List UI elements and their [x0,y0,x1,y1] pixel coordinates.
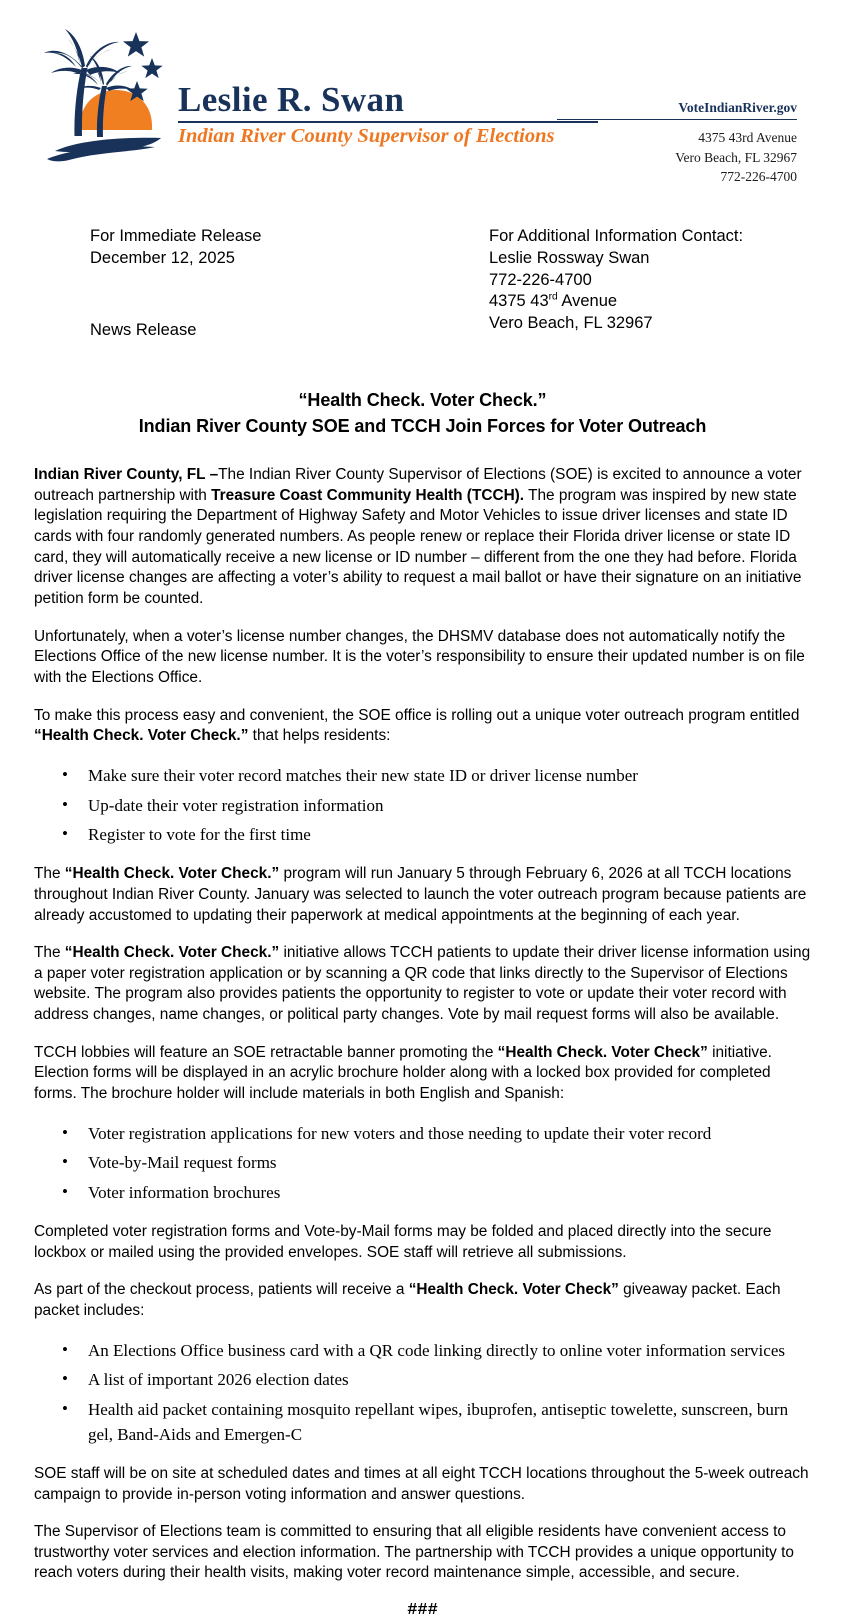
street-ordinal: rd [548,291,558,303]
closing-mark: ### [407,1601,438,1620]
list-item: • A list of important 2026 election dates [34,1368,811,1393]
program-name-1: “Health Check. Voter Check.” [34,727,249,745]
website-url[interactable]: VoteIndianRiver.gov [678,100,797,115]
release-date: December 12, 2025 [90,248,235,267]
street-suffix: Avenue [557,292,618,311]
p6-text-a: TCCH lobbies will feature an SOE retractable banner promoting the [34,1043,498,1061]
paragraph-2: Unfortunately, when a voter’s license number changes, the DHSMV database does not automatically notify the Elections Office of the new license number. It is the voter’s responsibility to ensure their updated number is on file with the Elections Office. [34,627,805,686]
additional-info-block [489,226,743,335]
list-item: • An Elections Office business card with a QR code linking directly to online voter information services [34,1339,811,1364]
p3-text-c: that helps residents: [248,727,391,745]
p3-text-a: To make this process easy and convenient, the SOE office is rolling out a unique voter outreach program entitled [34,706,800,724]
p4-text-c: program will run January 5 through February 6, 2026 at all TCCH locations throughout Indian River County. January was selected to launch the voter outreach program because patients are already accustomed to updating their paperwork at medical appointments at the beginning of each year. [34,865,807,924]
p8-text-a: As part of the checkout process, patients will receive a [34,1281,409,1299]
organization-name-block [178,82,598,148]
body-content [0,465,845,1620]
list-item: • Register to vote for the first time [34,823,811,848]
release-info-block [90,226,262,270]
p4-text-a: The [34,865,65,883]
paragraph-3 [34,706,811,747]
website-divider [557,119,797,120]
office-address-line2: Vero Beach, FL 32967 [675,149,797,165]
list-item: • Vote-by-Mail request forms [34,1151,811,1176]
headline-line-1: “Health Check. Voter Check.” [298,390,547,410]
paragraph-4 [34,864,811,926]
list-item: • Make sure their voter record matches their new state ID or driver license number [34,764,811,789]
org-tagline: Indian River County Supervisor of Elections [178,124,555,147]
website-address-block [557,100,797,187]
contact-area [0,226,845,366]
org-name: Leslie R. Swan [178,80,405,119]
street-number: 4375 43 [489,292,549,311]
office-address-line1: 4375 43rd Avenue [698,130,797,146]
list-item: • Up-date their voter registration information [34,794,811,819]
paragraph-9: SOE staff will be on site at scheduled dates and times at all eight TCCH locations throughout the 5-week outreach campaign to provide in-person voting information and answer questions. [34,1464,809,1503]
info-heading: For Additional Information Contact: [489,227,744,245]
paragraph-1 [34,465,811,609]
partner-name: Treasure Coast Community Health (TCCH). [211,486,525,504]
info-contact-street [489,291,743,313]
p5-text-a: The [34,944,65,962]
giveaway-packet-list [34,1339,811,1448]
headline-line-2: Indian River County SOE and TCCH Join Forces for Voter Outreach [138,415,707,436]
office-phone: 772-226-4700 [720,169,797,185]
news-release-label: News Release [90,321,197,339]
benefits-list [34,764,811,848]
list-item: • Health aid packet containing mosquito repellant wipes, ibuprofen, antiseptic towelette, sunscreen, burn gel, Band-Aids and Emergen-C [34,1398,811,1448]
info-contact-phone: 772-226-4700 [489,270,592,289]
letterhead [0,0,845,200]
program-name-2: “Health Check. Voter Check.” [64,865,280,883]
info-contact-city: Vero Beach, FL 32967 [489,314,653,333]
p5-text-c: initiative allows TCCH patients to update their driver license information using a paper voter registration application or by scanning a QR code that links directly to the Supervisor of Elections website. The program also provides patients the opportunity to register to vote or update their voter record with address changes, name changes, or political party changes. Vote by mail request forms will also be available. [34,944,811,1024]
p1-text-c: The program was inspired by new state legislation requiring the Department of Highway Safety and Motor Vehicles to issue driver licenses and state ID cards with four randomly generated numbers. As people renew or replace their Florida driver license or state ID card, they will automatically receive a new license or ID number – different from the one they had before. Florida driver license changes are affecting a voter’s ability to request a mail ballot or have their signature on an initiative petition form be counted. [34,486,802,607]
program-name-5: “Health Check. Voter Check” [408,1281,619,1299]
p8-text-c: giveaway packet. Each packet includes: [34,1281,781,1319]
paragraph-5 [34,943,811,1026]
p6-text-c: initiative. Election forms will be displayed in an acrylic brochure holder along with a locked box provided for completed forms. The brochure holder will include materials in both English and Spanish: [34,1043,772,1102]
palm-trees-sunset-logo-icon [33,18,178,168]
paragraph-6 [34,1043,811,1105]
paragraph-8 [34,1280,811,1321]
name-divider [178,121,598,123]
list-item: • Voter registration applications for new voters and those needing to update their voter record [34,1122,811,1147]
release-label: For Immediate Release [90,227,262,245]
paragraph-7: Completed voter registration forms and Vote-by-Mail forms may be folded and placed directly into the secure lockbox or mailed using the provided envelopes. SOE staff will retrieve all submissions. [34,1223,772,1261]
info-contact-name: Leslie Rossway Swan [489,248,650,267]
p1-text-a: The Indian River County Supervisor of Elections (SOE) is excited to announce a voter outreach partnership with [34,466,802,504]
program-name-3: “Health Check. Voter Check.” [64,944,280,962]
page-title [0,388,845,439]
program-name-4: “Health Check. Voter Check” [497,1043,708,1061]
dateline: Indian River County, FL – [34,466,219,484]
brochure-materials-list [34,1122,811,1206]
list-item: • Voter information brochures [34,1181,811,1206]
paragraph-10: The Supervisor of Elections team is committed to ensuring that all eligible residents have convenient access to trustworthy voter services and election information. The partnership with TCCH provides a unique opportunity to reach voters during their health visits, making voter record maintenance simple, accessible, and secure. [34,1523,794,1582]
